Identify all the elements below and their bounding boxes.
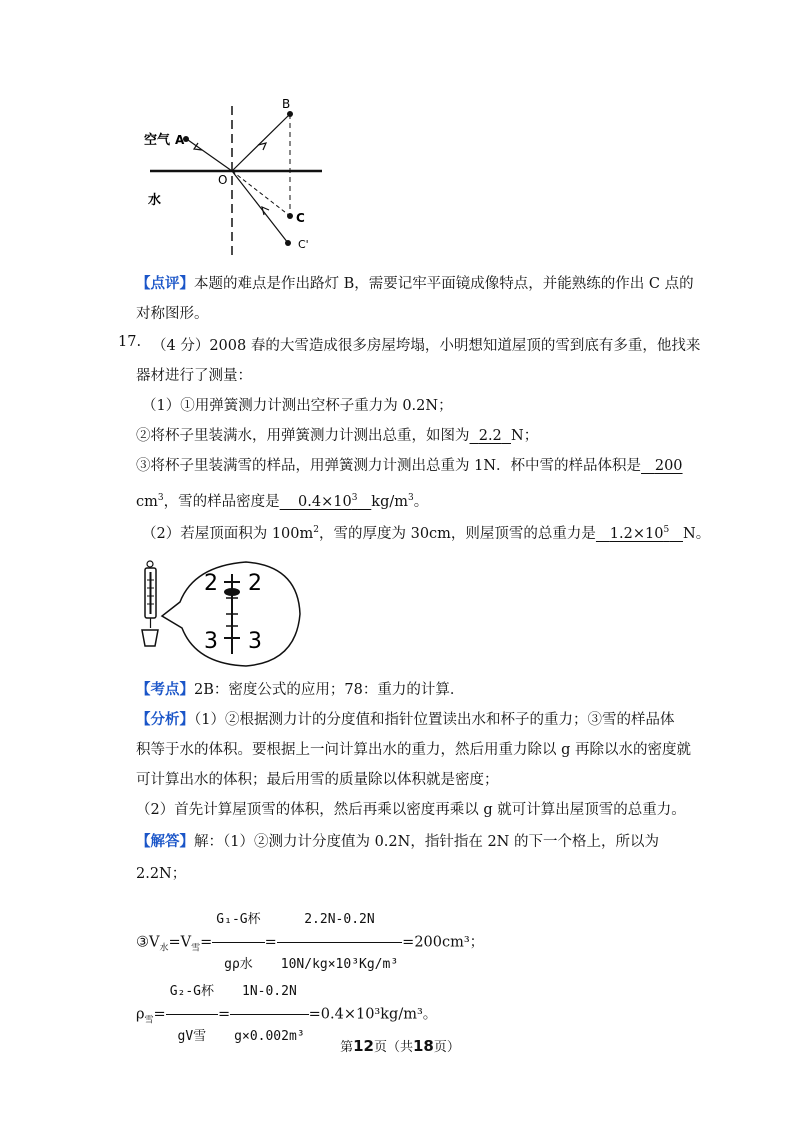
label-c: C: [296, 211, 305, 225]
label-c-prime: C': [298, 238, 309, 251]
fenxi-tag: 【分析】: [136, 711, 194, 728]
point-c-prime: [285, 240, 291, 246]
question-line2: 器材进行了测量：: [136, 368, 252, 384]
fraction: $\frac{1N-0.2N}{\text{g×0.002m³}}$: [230, 970, 308, 1059]
svg-text:2: 2: [248, 571, 262, 596]
fenxi-line3: 可计算出水的体积；最后用雪的质量除以体积就是密度；: [136, 772, 499, 788]
question-number: 17.: [118, 334, 142, 350]
point-c: [287, 213, 293, 219]
jieda-line1: 【解答】解：（1）②测力计分度值为 0.2N，指针指在 2N 的下一个格上，所以为: [136, 833, 659, 850]
step-2: ②将杯子里装满水，用弹簧测力计测出总重，如图为 2.2 N；: [136, 428, 539, 444]
scale-hook-icon: [147, 561, 153, 567]
incident-ray: [232, 114, 290, 171]
label-a: A: [175, 133, 185, 147]
label-air: 空气: [144, 133, 171, 148]
step-4: $cm^3$，雪的样品密度是 $0.4\times 10^3$ $kg/m^3$。: [136, 493, 429, 510]
answer-blank: 200: [654, 458, 683, 474]
comment-tag: 【点评】: [136, 275, 194, 292]
point-b: [287, 111, 293, 117]
svg-text:3: 3: [248, 629, 262, 654]
comment-line1: 【点评】本题的难点是作出路灯 B，需要记牢平面镜成像特点，并能熟练的作出 C 点的: [136, 275, 694, 292]
kaodian-line: 【考点】2B：密度公式的应用；78：重力的计算．: [136, 681, 465, 698]
question-line1: （4 分）2008 春的大雪造成很多房屋垮塌，小明想知道屋顶的雪到底有多重，他找来: [152, 338, 701, 354]
comment-line2: 对称图形。: [136, 306, 209, 322]
spring-scale-diagram: [136, 558, 306, 670]
fraction: $\frac{\text{G₁-G杯}}{\text{gρ水}}$: [212, 898, 264, 987]
fenxi-line2: 积等于水的体积。要根据上一问计算出水的重力，然后用重力除以 g 再除以水的密度就: [136, 742, 691, 758]
ray-to-c-prime: [232, 171, 288, 243]
step-3: ③将杯子里装满雪的样品，用弹簧测力计测出总重为 1N．杯中雪的样品体积是 200: [136, 458, 683, 474]
cup-icon: [142, 630, 158, 646]
answer-blank: 2.2: [478, 428, 502, 444]
jieda-line2: 2.2N；: [136, 866, 187, 882]
fenxi-line1: 【分析】（1）②根据测力计的分度值和指针位置读出水和杯子的重力；③雪的样品体: [136, 711, 675, 728]
step-5: （2）若屋顶面积为 $100m^2$，雪的厚度为 30cm，则屋顶雪的总重力是 $1.2\times 10^5$ N。: [142, 525, 711, 542]
jieda-tag: 【解答】: [136, 833, 194, 850]
pointer-indicator: [224, 588, 240, 596]
answer-blank: $0.4\times 10^3$: [298, 493, 358, 510]
label-o: O: [218, 173, 228, 187]
refraction-diagram: [140, 98, 340, 260]
kaodian-tag: 【考点】: [136, 681, 194, 698]
refracted-ray: [188, 140, 232, 171]
fraction: $\frac{2.2N-0.2N}{\text{10N/kg×10³Kg/m³}}$: [277, 898, 402, 987]
page-footer: 第12页（共18页）: [340, 1037, 460, 1055]
equation-volume: $③V_水=V_雪=$ $\frac{\text{G₁-G杯}}{\text{gρ水}}$ = $\frac{2.2N-0.2N}{\text{10N/kg×10³Kg/m³}}$ =200cm³；: [136, 898, 484, 942]
fraction: $\frac{\text{G₂-G杯}}{\text{gV雪}}$: [166, 970, 218, 1059]
label-water: 水: [148, 193, 162, 208]
label-b: B: [282, 98, 291, 111]
fenxi-line4: （2）首先计算屋顶雪的体积，然后再乘以密度再乘以 g 就可计算出屋顶雪的总重力。: [136, 802, 686, 818]
equation-density: $\rho_雪=$ $\frac{\text{G₂-G杯}}{\text{gV雪}}$ = $\frac{1N-0.2N}{\text{g×0.002m³}}$ =0.4×10³kg/m³。: [136, 970, 437, 1014]
answer-blank: $1.2\times 10^5$: [609, 525, 670, 542]
step-1: （1）①用弹簧测力计测出空杯子重力为 0.2N；: [142, 398, 453, 414]
svg-text:3: 3: [204, 629, 218, 654]
svg-text:2: 2: [204, 571, 218, 596]
